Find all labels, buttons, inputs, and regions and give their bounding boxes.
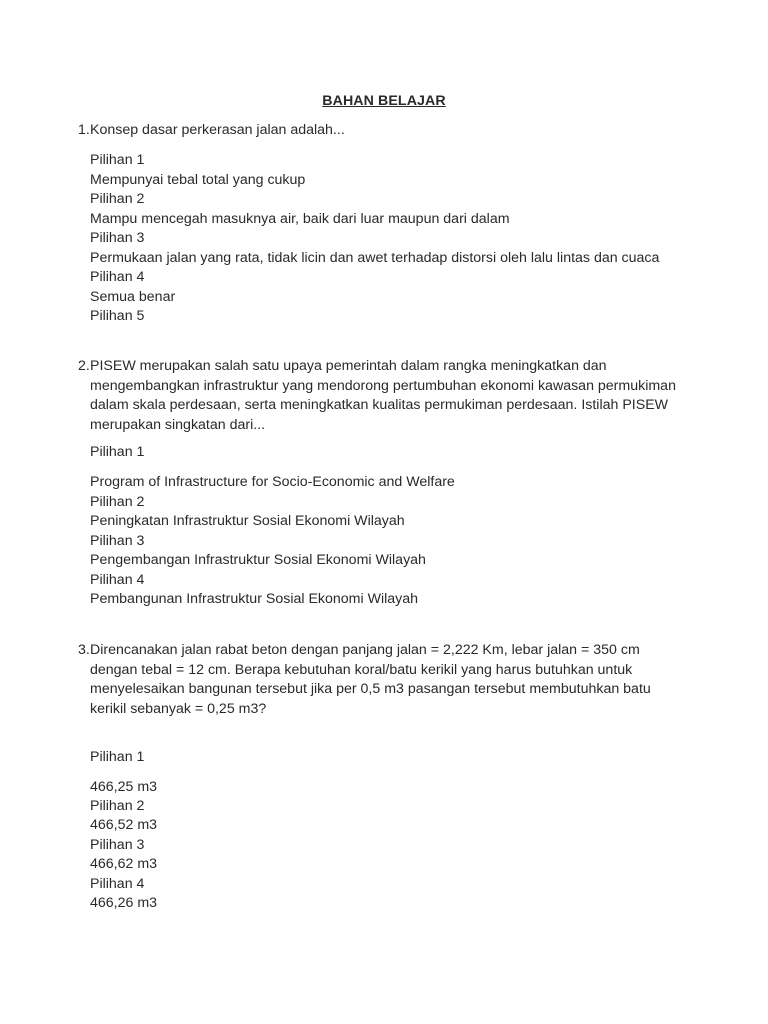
choice-line: Semua benar — [90, 289, 176, 305]
choice-line: Pilihan 3 — [90, 837, 145, 853]
choice-line: Pilihan 2 — [90, 494, 145, 510]
choice-line: Pilihan 1 — [90, 444, 145, 460]
choice-line: Permukaan jalan yang rata, tidak licin dan awet terhadap distorsi oleh lalu lintas dan cuaca — [90, 250, 660, 266]
choice-line: Peningkatan Infrastruktur Sosial Ekonomi Wilayah — [90, 513, 405, 529]
choice-line: Pilihan 4 — [90, 269, 145, 285]
choice-line: Pilihan 5 — [90, 308, 145, 324]
choice-line: Pilihan 2 — [90, 798, 145, 814]
choice-line: 466,25 m3 — [90, 779, 158, 795]
question-number: 2. — [78, 358, 90, 374]
choice-line: Pilihan 1 — [90, 152, 145, 168]
choice-line: Mampu mencegah masuknya air, baik dari luar maupun dari dalam — [90, 211, 510, 227]
question-3-text — [78, 641, 673, 719]
choice-line: Pilihan 2 — [90, 191, 145, 207]
question-1-text — [78, 121, 698, 141]
choice-line: Pilihan 3 — [90, 533, 145, 549]
choice-line: Pilihan 4 — [90, 876, 145, 892]
question-2-text — [78, 357, 678, 435]
choice-line: 466,62 m3 — [90, 856, 158, 872]
choice-line: Pilihan 1 — [90, 749, 145, 765]
question-body: Direncanakan jalan rabat beton dengan panjang jalan = 2,222 Km, lebar jalan = 350 cm dengan tebal = 12 cm. Berapa kebutuhan koral/batu kerikil yang harus butuhkan untuk menyelesaikan bangunan tersebut jika per 0,5 m3 pasangan tersebut membutuhkan batu kerikil sebanyak = 0,25 m3? — [90, 642, 651, 717]
choice-line: Pembangunan Infrastruktur Sosial Ekonomi Wilayah — [90, 591, 419, 607]
choice-line: Pilihan 3 — [90, 230, 145, 246]
choice-line: 466,52 m3 — [90, 817, 158, 833]
document-title: BAHAN BELAJAR — [322, 93, 446, 109]
choice-line: Pengembangan Infrastruktur Sosial Ekonomi Wilayah — [90, 552, 426, 568]
question-body: PISEW merupakan salah satu upaya pemerintah dalam rangka meningkatkan dan mengembangkan infrastruktur yang mendorong pertumbuhan ekonomi kawasan permukiman dalam skala perdesaan, serta meningkatkan kualitas permukiman perdesaan. Istilah PISEW merupakan singkatan dari... — [90, 358, 676, 433]
choice-line: Program of Infrastructure for Socio-Economic and Welfare — [90, 474, 455, 490]
question-number: 1. — [78, 122, 90, 138]
question-number: 3. — [78, 642, 90, 658]
choice-line: Pilihan 4 — [90, 572, 145, 588]
choice-line: Mempunyai tebal total yang cukup — [90, 172, 306, 188]
question-body: Konsep dasar perkerasan jalan adalah... — [90, 122, 345, 138]
choice-line: 466,26 m3 — [90, 895, 158, 911]
